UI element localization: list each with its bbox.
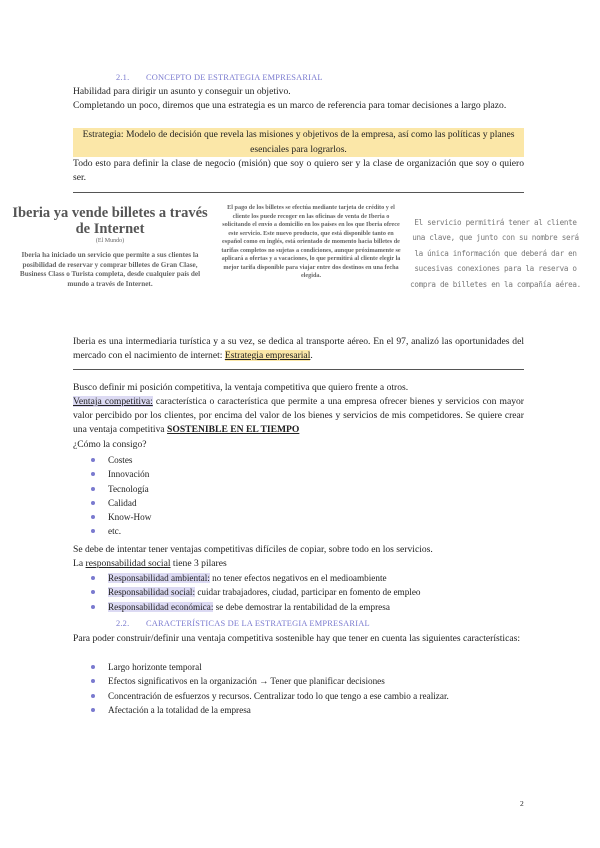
bullet-icon <box>91 605 95 609</box>
newspaper-col1-text: Iberia ha iniciado un servicio que permite a sus clientes la posibilidad de reservar y comprar billetes de Gran Clase, Business Class o Turista completa, desde cualquier país del mundo a través de Internet. <box>19 251 201 288</box>
bullet-icon <box>91 694 95 698</box>
section-number: 2.1. <box>116 73 130 82</box>
newspaper-right-column <box>408 215 583 292</box>
iberia-period: . <box>310 350 313 362</box>
responsabilidad-social-term: responsabilidad social <box>85 558 171 569</box>
ventaja-text: característica o característica que permite a una empresa ofrecer bienes y servicios con mayor valor percibido por los clientes, por encima del valor de los bienes y servicios de mis competidores. Se quiere crear una ventaja competitiva <box>73 396 524 436</box>
section-heading-2-2 <box>116 619 370 628</box>
bullet-icon <box>91 576 95 580</box>
definition-line-1: Estrategia: Modelo de decisión que revela las misiones y objetivos de la empresa, así como las políticas y planes <box>82 129 515 140</box>
paragraph-caracteristicas: Para poder construir/definir una ventaja competitiva sostenible hay que tener en cuenta las siguientes características: <box>73 633 521 644</box>
estrategia-empresarial-link: Estrategia empresarial <box>224 350 311 362</box>
newspaper-col2-text: El pago de los billetes se efectúa mediante tarjeta de crédito y el cliente los puede recoger en las oficinas de venta de Iberia o solicitando el envío a domicilio en los países en los que Iberia ofrece este servicio. Este nuevo producto, que está disponible tanto en español como en inglés, está orientado de momento hacia billetes de tarifas completos no sujetas a condiciones, aunque próximamente se aplicará a ofertas y a vacaciones, lo que permitirá al cliente elegir la mejor tarifa disponible para viajar entre dos destinos en una fecha elegida. <box>221 204 401 279</box>
list-item: Responsabilidad económica: se debe demostrar la rentabilidad de la empresa <box>73 600 524 614</box>
question-como: ¿Cómo la consigo? <box>73 439 147 450</box>
bullet-icon <box>91 529 95 533</box>
bullet-icon <box>91 665 95 669</box>
sostenible-term: SOSTENIBLE EN EL TIEMPO <box>167 424 300 436</box>
paragraph-ventaja <box>73 395 524 438</box>
bullet-icon <box>91 501 95 505</box>
list-item: Tecnología <box>73 482 524 496</box>
list-item: Innovación <box>73 467 524 481</box>
list-item: etc. <box>73 524 524 538</box>
paragraph-habilidad: Habilidad para dirigir un asunto y conseguir un objetivo. <box>73 86 291 97</box>
definition-highlight <box>73 128 524 157</box>
section-title: CARACTERÍSTICAS DE LA ESTRATEGIA EMPRESARIAL <box>146 619 370 628</box>
paragraph-iberia <box>73 335 524 363</box>
list-item: Efectos significativos en la organización → Tener que planificar decisiones <box>73 674 524 688</box>
section-number: 2.2. <box>116 619 130 628</box>
how-list <box>73 453 524 539</box>
list-item: Calidad <box>73 496 524 510</box>
ventaja-term: Ventaja competitiva: <box>73 396 153 407</box>
definition-line-2: esenciales para lograrlos. <box>250 143 347 155</box>
list-item: Afectación a la totalidad de la empresa <box>73 703 524 717</box>
characteristics-list <box>73 660 524 717</box>
page-number: 2 <box>520 799 524 808</box>
list-item: Costes <box>73 453 524 467</box>
newspaper-middle-column <box>218 204 404 281</box>
newspaper-headline: Iberia ya vende billetes a través de Internet <box>12 205 208 237</box>
paragraph-todo-esto: Todo esto para definir la clase de negocio (misión) que soy o quiero ser y la clase de organización que soy o quiero ser. <box>73 158 524 184</box>
divider-top <box>73 192 524 193</box>
list-item: Concentración de esfuerzos y recursos. Centralizar todo lo que tengo a ese cambio a realizar. <box>73 689 524 703</box>
bullet-icon <box>91 590 95 594</box>
newspaper-clipping <box>12 205 588 325</box>
bullet-icon <box>91 472 95 476</box>
iberia-text: Iberia es una intermediaria turística y a su vez, se dedica al transporte aéreo. En el 97, analizó las oportunidades del mercado con el nacimiento de internet: <box>73 336 524 362</box>
paragraph-completando: Completando un poco, diremos que una estrategia es un marco de referencia para tomar decisiones a largo plazo. <box>73 100 507 111</box>
list-item: Know-How <box>73 510 524 524</box>
bullet-icon <box>91 487 95 491</box>
list-item: Responsabilidad ambiental: no tener efectos negativos en el medioambiente <box>73 571 524 585</box>
bullet-icon <box>91 708 95 712</box>
newspaper-left-column <box>12 205 208 289</box>
bullet-icon <box>91 458 95 462</box>
list-item: Largo horizonte temporal <box>73 660 524 674</box>
section-heading-2-1 <box>116 73 323 82</box>
paragraph-posicion: Busco definir mi posición competitiva, la ventaja competitiva que quiero frente a otros. <box>73 382 409 393</box>
newspaper-source: (El Mundo) <box>95 238 125 244</box>
bullet-icon <box>91 515 95 519</box>
divider-middle <box>73 369 524 370</box>
list-item: Responsabilidad social: cuidar trabajadores, ciudad, participar en fomento de empleo <box>73 585 524 599</box>
bullet-icon <box>91 679 95 683</box>
paragraph-responsabilidad: La responsabilidad social tiene 3 pilares <box>73 558 227 569</box>
section-title: CONCEPTO DE ESTRATEGIA EMPRESARIAL <box>146 73 323 82</box>
paragraph-copiar: Se debe de intentar tener ventajas competitivas difíciles de copiar, sobre todo en los servicios. <box>73 544 433 555</box>
pillars-list <box>73 571 524 614</box>
newspaper-col3-text: El servicio permitirá tener al cliente una clave, que junto con su nombre será la única información que deberá dar en sucesivas conexiones para la reserva o compra de billetes en la compañía aérea. <box>410 218 581 289</box>
